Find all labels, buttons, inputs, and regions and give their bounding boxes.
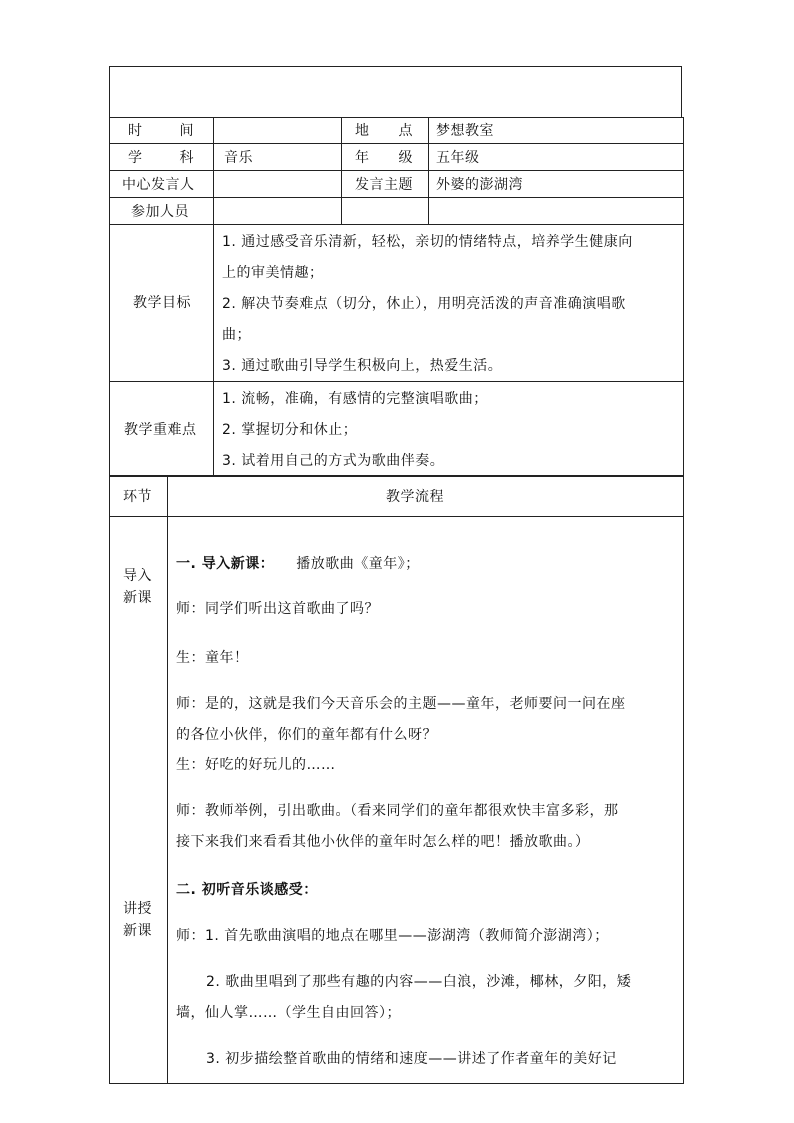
stage-teach-line1: 讲授: [123, 901, 152, 917]
info-row-divider: [109, 143, 684, 144]
subject-value: 音乐: [224, 150, 253, 166]
key-point-line: 1. 流畅，准确，有感情的完整演唱歌曲；: [222, 391, 488, 407]
info-col-divider: [213, 117, 214, 476]
stage-teach-line2: 新课: [123, 923, 152, 939]
place-label: [355, 123, 413, 139]
grade-label-char: 级: [398, 150, 413, 166]
goals-label: 教学目标: [133, 295, 191, 311]
dialogue-line: 师：同学们听出这首歌曲了吗？: [176, 601, 379, 617]
info-row-divider: [109, 224, 684, 225]
goal-line: 曲；: [222, 327, 251, 343]
key-points-label: 教学重难点: [124, 422, 197, 438]
header-box: [109, 66, 682, 118]
time-label: [128, 123, 194, 139]
section1-heading-rest: 播放歌曲《童年》；: [296, 556, 420, 572]
dialogue-line: 接下来我们来看看其他小伙伴的童年时怎么样的吧！播放歌曲。）: [176, 834, 590, 850]
dialogue-line: 墙，仙人掌……（学生自由回答）；: [176, 1005, 401, 1021]
grade-value: 五年级: [436, 150, 480, 166]
process-col-flow: 教学流程: [386, 489, 444, 505]
dialogue-line: 的各位小伙伴，你们的童年都有什么呀？: [176, 727, 437, 743]
info-row-divider: [109, 381, 684, 382]
info-row-divider: [109, 170, 684, 171]
topic-label: 发言主题: [355, 177, 413, 193]
info-col-divider: [341, 117, 342, 224]
info-row-divider: [109, 197, 684, 198]
place-value: 梦想教室: [436, 123, 494, 139]
grade-label-char: 年: [355, 150, 370, 166]
goal-line: 3. 通过歌曲引导学生积极向上，热爱生活。: [222, 358, 503, 374]
dialogue-line: 师：教师举例，引出歌曲。（看来同学们的童年都很欢快丰富多彩，那: [176, 803, 619, 819]
process-col-stage: 环节: [123, 489, 152, 505]
dialogue-line: 2. 歌曲里唱到了那些有趣的内容——白浪，沙滩，椰林，夕阳，矮: [206, 974, 632, 990]
place-label-char: 地: [355, 123, 370, 139]
time-label-char: 间: [179, 123, 194, 139]
dialogue-line: 师：是的，这就是我们今天音乐会的主题——童年，老师要问一问在座: [176, 696, 626, 712]
goal-line: 上的审美情趣；: [222, 265, 324, 281]
process-header-divider: [109, 516, 684, 517]
subject-label-char: 科: [179, 150, 194, 166]
time-label-char: 时: [128, 123, 143, 139]
stage-intro-line2: 新课: [123, 590, 152, 606]
info-col-divider: [428, 117, 429, 224]
speaker-label: 中心发言人: [122, 177, 195, 193]
key-point-line: 3. 试着用自己的方式为歌曲伴奏。: [222, 453, 445, 469]
process-col-divider: [167, 476, 168, 1084]
place-label-char: 点: [398, 123, 413, 139]
dialogue-line: 生：好吃的好玩儿的……: [176, 757, 336, 773]
goal-line: 2. 解决节奏难点（切分，休止），用明亮活泼的声音准确演唱歌: [222, 296, 626, 312]
subject-label: [128, 150, 194, 166]
topic-value: 外婆的澎湖湾: [436, 177, 523, 193]
participants-label: 参加人员: [131, 204, 189, 220]
dialogue-line: 师：1. 首先歌曲演唱的地点在哪里——澎湖湾（教师简介澎湖湾）；: [176, 928, 609, 944]
dialogue-line: 3. 初步描绘整首歌曲的情绪和速度——讲述了作者童年的美好记: [206, 1051, 617, 1067]
stage-intro-line1: 导入: [123, 568, 152, 584]
section2-heading: 二. 初听音乐谈感受：: [176, 882, 318, 898]
subject-label-char: 学: [128, 150, 143, 166]
goal-line: 1. 通过感受音乐清新，轻松，亲切的情绪特点，培养学生健康向: [222, 234, 633, 250]
section1-heading-bold: 一. 导入新课：: [176, 556, 275, 572]
grade-label: [355, 150, 413, 166]
section1-heading: [176, 556, 420, 572]
dialogue-line: 生：童年！: [176, 650, 249, 666]
key-point-line: 2. 掌握切分和休止；: [222, 422, 358, 438]
